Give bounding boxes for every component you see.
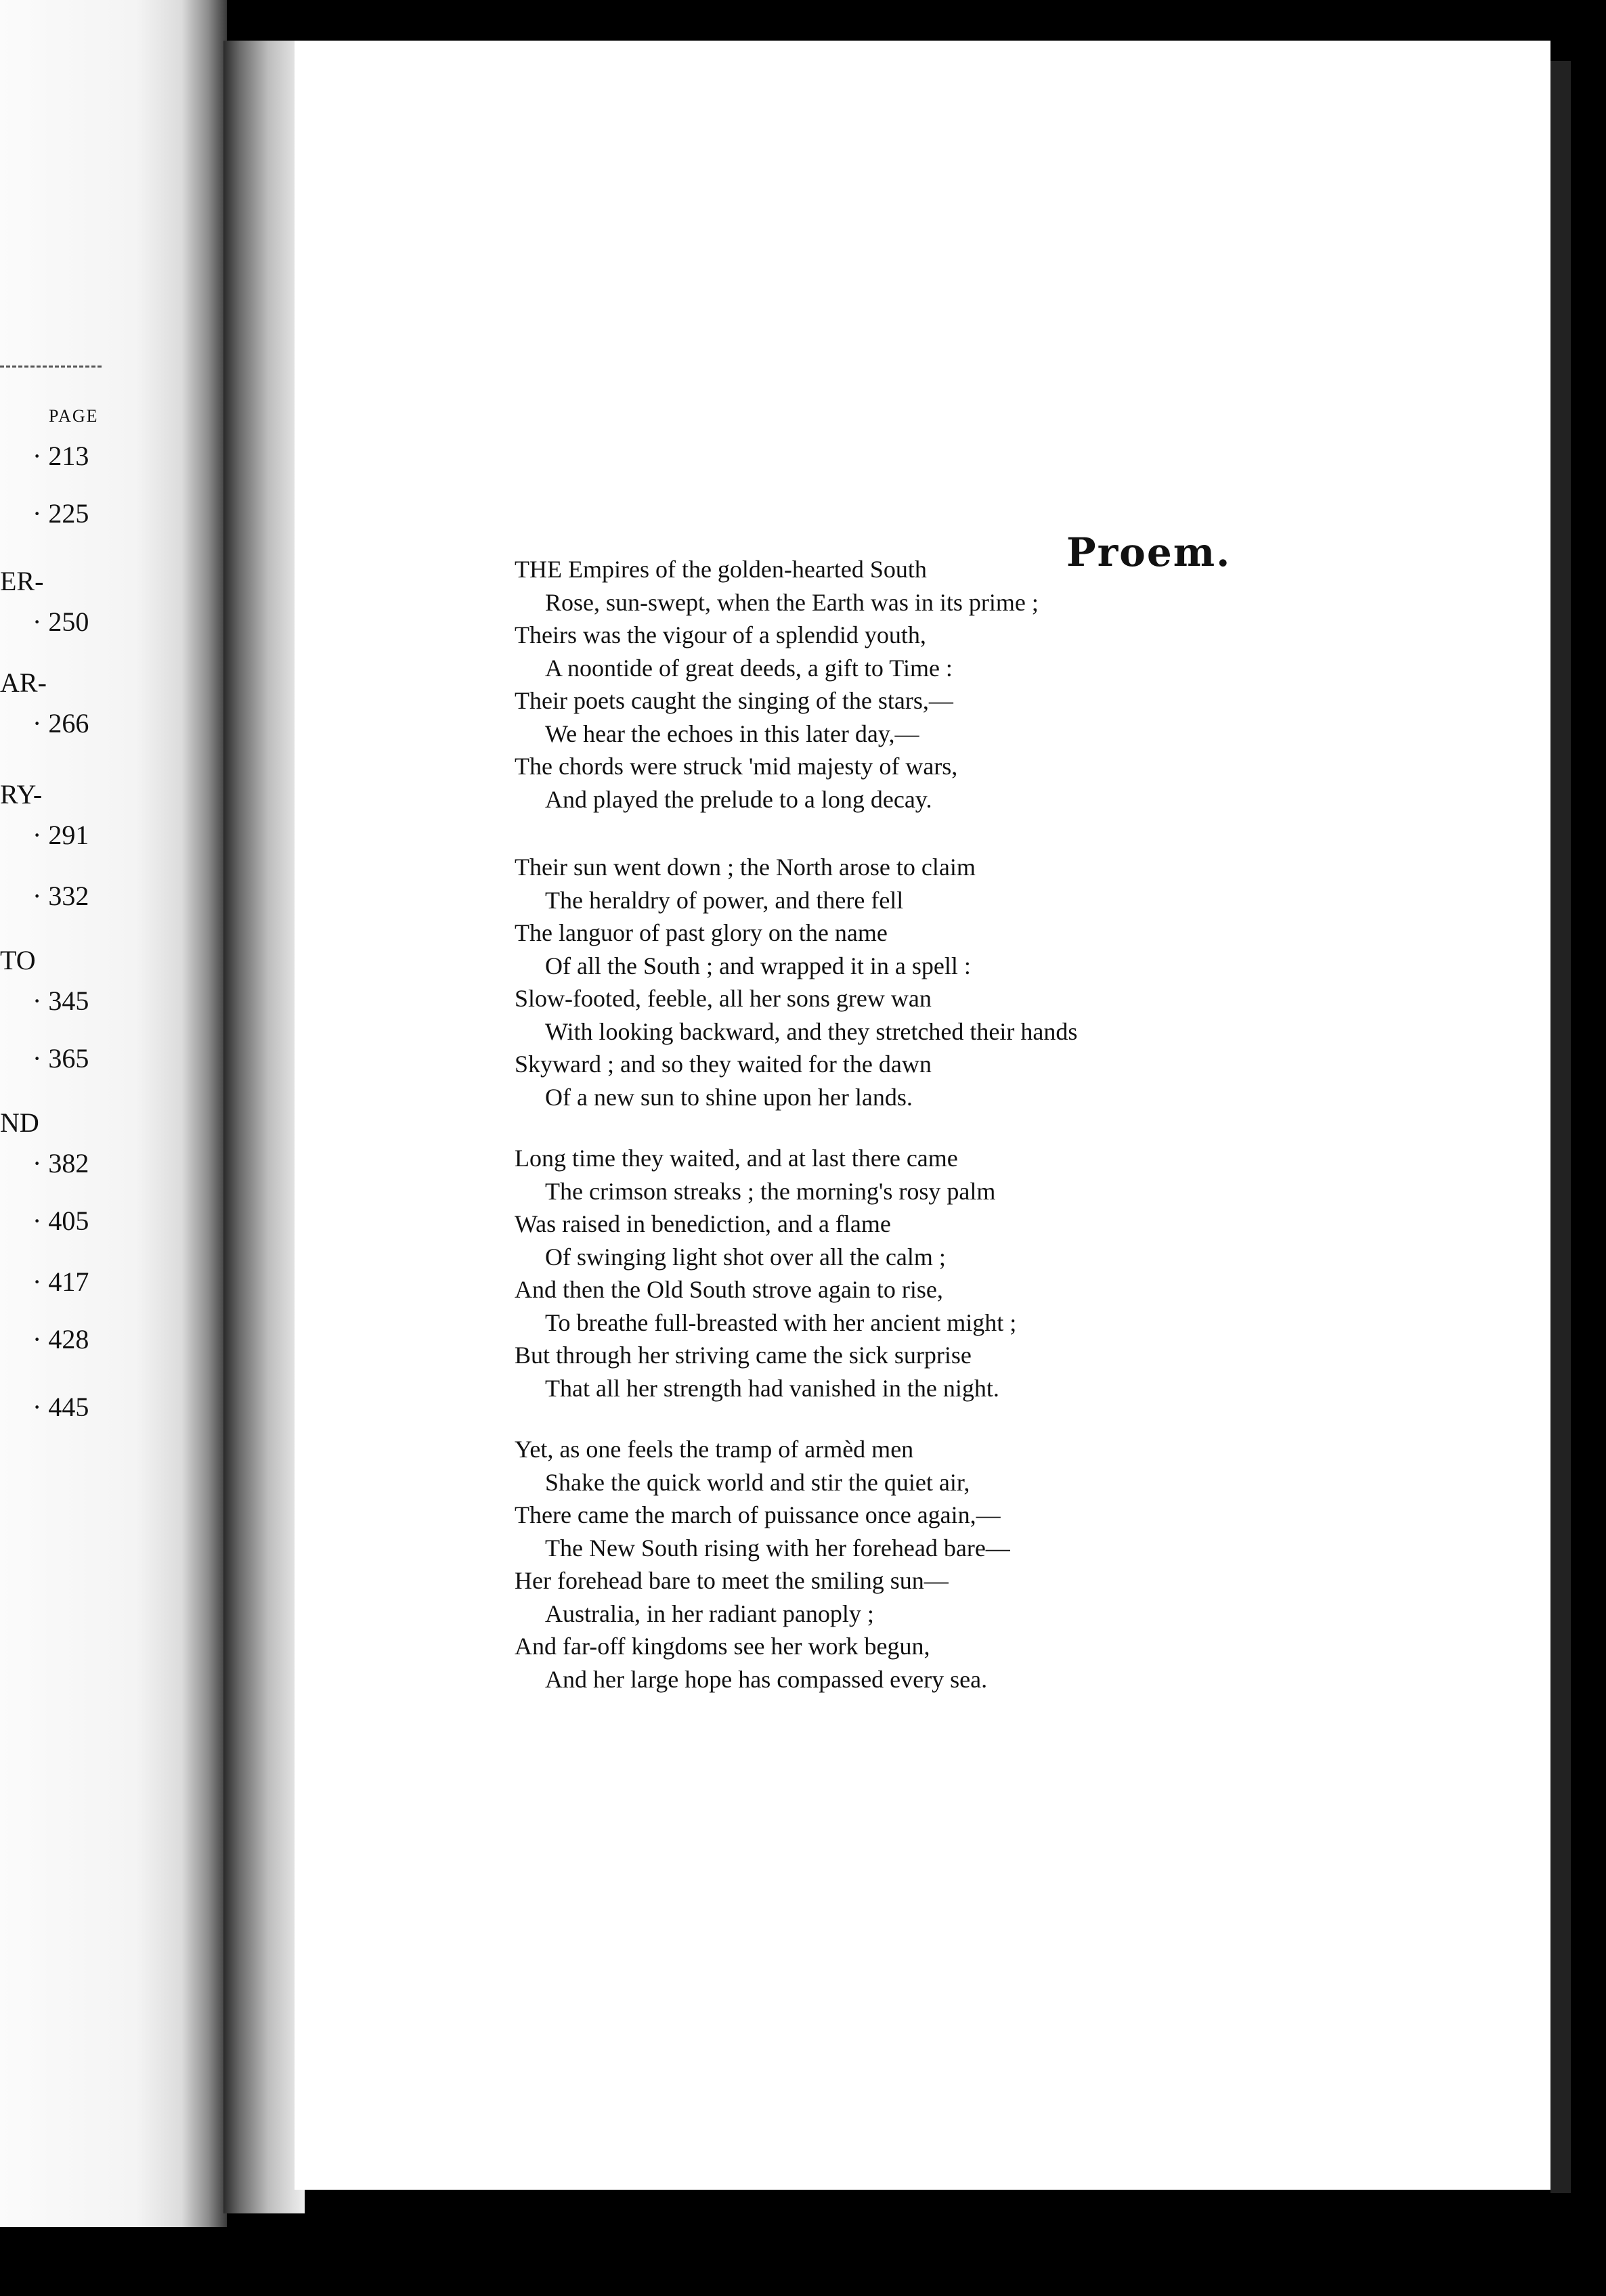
poem-line: With looking backward, and they stretched their hands [545,1017,1078,1045]
toc-title-fragment: AR- [0,667,47,698]
poem-line: Their poets caught the singing of the stars,— [515,687,953,714]
toc-page-number: · 332 [32,880,89,912]
toc-page-number: · 428 [32,1323,89,1355]
left-page [0,0,227,2227]
poem-line: And her large hope has compassed every sea. [545,1665,988,1693]
poem-line: But through her striving came the sick surprise [515,1342,972,1369]
poem-line: To breathe full-breasted with her ancient might ; [545,1308,1017,1336]
right-page [295,41,1550,2190]
poem-line: Rose, sun-swept, when the Earth was in its prime ; [545,588,1039,616]
page-edge-shadow [1550,61,1571,2193]
poem-line: Was raised in benediction, and a flame [515,1210,891,1237]
poem-line: Their sun went down ; the North arose to claim [515,854,976,881]
poem-line: THE Empires of the golden-hearted South [515,556,927,583]
poem-line: And then the Old South strove again to rise, [515,1276,943,1303]
poem-line: That all her strength had vanished in the night. [545,1374,999,1402]
poem-line: The New South rising with her forehead bare— [545,1534,1010,1562]
poem-line: The heraldry of power, and there fell [545,886,904,914]
page-gutter [223,41,305,2213]
toc-title-fragment: TO [0,945,36,975]
poem-line: Long time they waited, and at last there came [515,1145,958,1172]
toc-page-number: · 345 [32,985,89,1017]
poem-line: Her forehead bare to meet the smiling sun— [515,1567,949,1594]
toc-page-heading: PAGE [49,406,99,426]
toc-page-number: · 365 [32,1042,89,1074]
poem-title: Proem. [1066,529,1232,575]
toc-page-number: · 405 [32,1205,89,1237]
toc-title-fragment: RY- [0,779,43,810]
poem-line: Yet, as one feels the tramp of armèd men [515,1436,914,1463]
toc-page-number: · 266 [32,707,89,739]
poem-line: Shake the quick world and stir the quiet air, [545,1468,970,1496]
poem-line: Theirs was the vigour of a splendid youth, [515,621,926,648]
poem-line: We hear the echoes in this later day,— [545,720,919,747]
poem-line: Slow-footed, feeble, all her sons grew wan [515,985,932,1012]
poem-line: The chords were struck 'mid majesty of wars, [515,753,958,780]
poem-line: A noontide of great deeds, a gift to Time : [545,654,953,682]
poem-line: The crimson streaks ; the morning's rosy palm [545,1177,996,1205]
toc-page-number: · 225 [32,498,89,529]
poem-line: And played the prelude to a long decay. [545,785,932,813]
poem-line: There came the march of puissance once again,— [515,1501,1001,1528]
toc-page-number: · 213 [32,440,89,472]
poem-line: Skyward ; and so they waited for the dawn [515,1051,932,1078]
poem-line: Of all the South ; and wrapped it in a spell : [545,952,971,979]
poem-line: And far-off kingdoms see her work begun, [515,1633,930,1660]
divider [0,366,102,368]
poem-line: Of a new sun to shine upon her lands. [545,1083,913,1111]
toc-page-number: · 417 [32,1266,89,1298]
toc-title-fragment: ND [0,1107,39,1138]
poem-line: Australia, in her radiant panoply ; [545,1599,874,1627]
poem-line: The languor of past glory on the name [515,919,888,946]
toc-page-number: · 382 [32,1147,89,1179]
toc-title-fragment: ER- [0,566,44,596]
toc-page-number: · 250 [32,606,89,638]
toc-page-number: · 291 [32,819,89,851]
toc-page-number: · 445 [32,1391,89,1423]
poem-line: Of swinging light shot over all the calm ; [545,1243,946,1271]
